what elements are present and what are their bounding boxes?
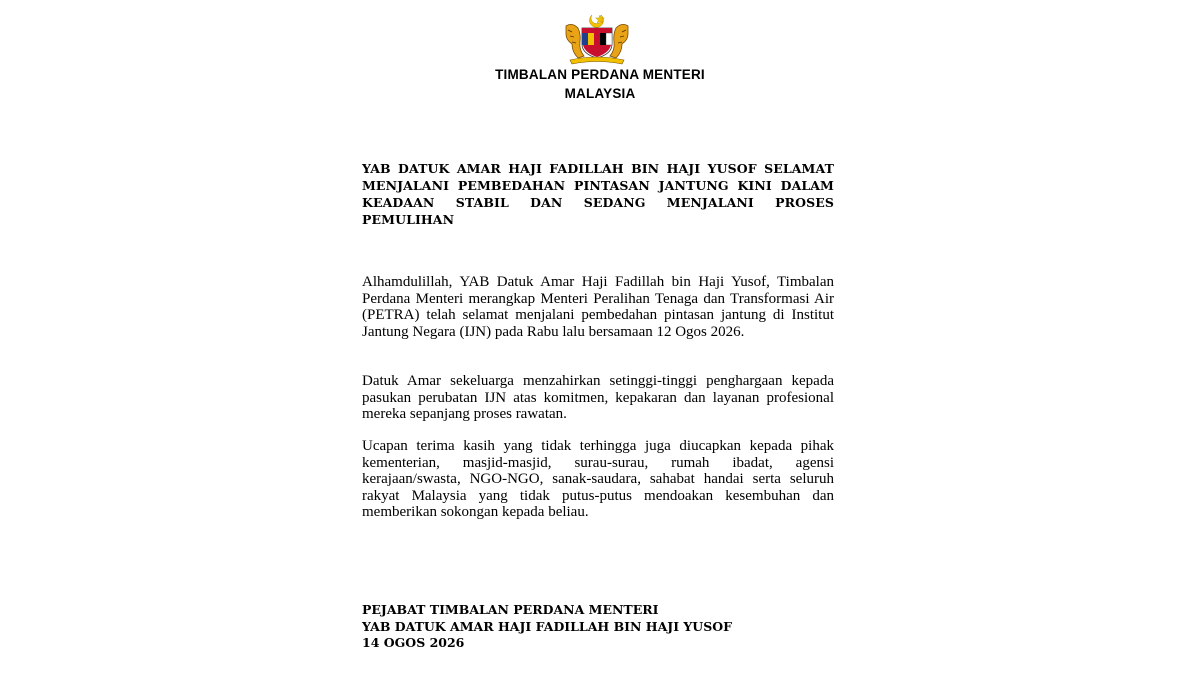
letterhead-country: MALAYSIA — [564, 86, 636, 101]
statement-paragraph-3: Ucapan terima kasih yang tidak terhingga juga diucapkan kepada pihak kementerian, masjid-masjid, surau-surau, rumah ibadat, agensi kerajaan/swasta, NGO-NGO, sanak-saudara, sahabat handai serta seluruh rakyat Malaysia yang tidak putus-putus mendoakan kesembuhan dan memberikan sokongan kepada beliau. — [362, 438, 834, 520]
signature-date: 14 OGOS 2026 — [362, 635, 465, 650]
malaysia-coat-of-arms-icon — [560, 12, 634, 66]
signature-office: PEJABAT TIMBALAN PERDANA MENTERI — [362, 602, 659, 617]
statement-paragraph-1: Alhamdulillah, YAB Datuk Amar Haji Fadillah bin Haji Yusof, Timbalan Perdana Menteri merangkap Menteri Peralihan Tenaga dan Transformasi Air (PETRA) telah selamat menjalani pembedahan pintasan jantung di Institut Jantung Negara (IJN) pada Rabu lalu bersamaan 12 Ogos 2026. — [362, 274, 834, 340]
signature-block — [362, 602, 834, 652]
letterhead-title: TIMBALAN PERDANA MENTERI — [495, 67, 705, 82]
signature-name: YAB DATUK AMAR HAJI FADILLAH BIN HAJI YUSOF — [362, 618, 733, 634]
statement-paragraph-2: Datuk Amar sekeluarga menzahirkan setinggi-tinggi penghargaan kepada pasukan perubatan IJN atas komitmen, kepakaran dan layanan profesional mereka sepanjang proses rawatan. — [362, 373, 834, 422]
statement-headline: YAB DATUK AMAR HAJI FADILLAH BIN HAJI YUSOF SELAMAT MENJALANI PEMBEDAHAN PINTASAN JANTUNG KINI DALAM KEADAAN STABIL DAN SEDANG MENJALANI PROSES PEMULIHAN — [362, 161, 834, 227]
